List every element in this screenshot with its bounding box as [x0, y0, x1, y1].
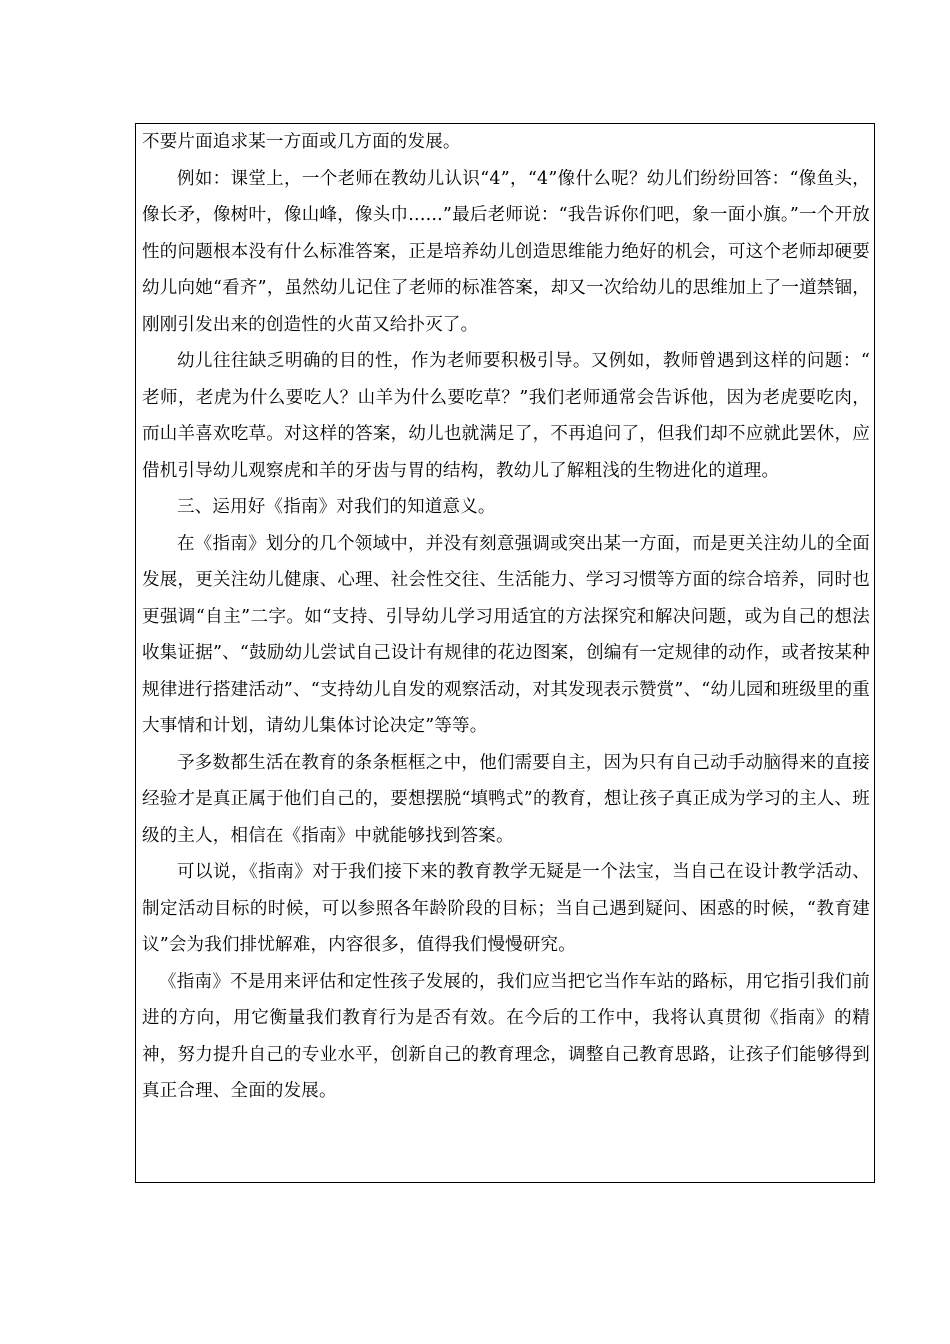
document-body [142, 124, 870, 1110]
paragraph-autonomy: 予多数都生活在教育的条条框框之中，他们需要自主，因为只有自己动手动脑得来的直接经验才是真正属于他们自己的，要想摆脱“填鸭式”的教育，想让孩子真正成为学习的主人、班级的主人，相信在《指南》中就能够找到答案。 [142, 752, 870, 846]
paragraph-example-number-four: 例如：课堂上，一个老师在教幼儿认识“4”，“4”像什么呢？幼儿们纷纷回答：“像鱼头，像长矛，像树叶，像山峰，像头巾......”最后老师说：“我告诉你们吧，象一面小旗。”一个开放性的问题根本没有什么标准答案，正是培养幼儿创造思维能力绝好的机会，可这个老师却硬要幼儿向她“看齐”，虽然幼儿记住了老师的标准答案，却又一次给幼儿的思维加上了一道禁锢，刚刚引发出来的创造性的火苗又给扑灭了。 [142, 168, 870, 335]
paragraph-guide-domains: 在《指南》划分的几个领域中，并没有刻意强调或突出某一方面，而是更关注幼儿的全面发展，更关注幼儿健康、心理、社会性交往、生活能力、学习习惯等方面的综合培养，同时也更强调“自主”二字。如“支持、引导幼儿学习用适宜的方法探究和解决问题，或为自己的想法收集证据”、“鼓励幼儿尝试自己设计有规律的花边图案，创编有一定规律的动作，或者按某种规律进行搭建活动”、“支持幼儿自发的观察活动，对其发现表示赞赏”、“幼儿园和班级里的重大事情和计划，请幼儿集体讨论决定”等等。 [142, 533, 870, 736]
paragraph-continuation: 不要片面追求某一方面或几方面的发展。 [142, 132, 461, 152]
paragraph-conclusion: 《指南》不是用来评估和定性孩子发展的，我们应当把它当作车站的路标，用它指引我们前进的方向，用它衡量我们教育行为是否有效。在今后的工作中，我将认真贯彻《指南》的精神，努力提升自己的专业水平，创新自己的教育理念，调整自己教育思路，让孩子们能够得到真正合理、全面的发展。 [142, 971, 870, 1101]
paragraph-guide-treasure: 可以说，《指南》对于我们接下来的教育教学无疑是一个法宝，当自己在设计教学活动、制定活动目标的时候，可以参照各年龄阶段的目标；当自己遇到疑问、困惑的时候，“教育建议”会为我们排忧解难，内容很多，值得我们慢慢研究。 [142, 862, 870, 955]
section-heading-three: 三、运用好《指南》对我们的知道意义。 [177, 497, 496, 517]
paragraph-tiger-goat-question: 幼儿往往缺乏明确的目的性，作为老师要积极引导。又例如，教师曾遇到这样的问题：“ 老师，老虎为什么要吃人？山羊为什么要吃草？”我们老师通常会告诉他，因为老虎要吃肉，而山羊喜欢吃草。对这样的答案，幼儿也就满足了，不再追问了，但我们却不应就此罢休，应借机引导幼儿观察虎和羊的牙齿与胃的结构，教幼儿了解粗浅的生物进化的道理。 [142, 351, 870, 481]
